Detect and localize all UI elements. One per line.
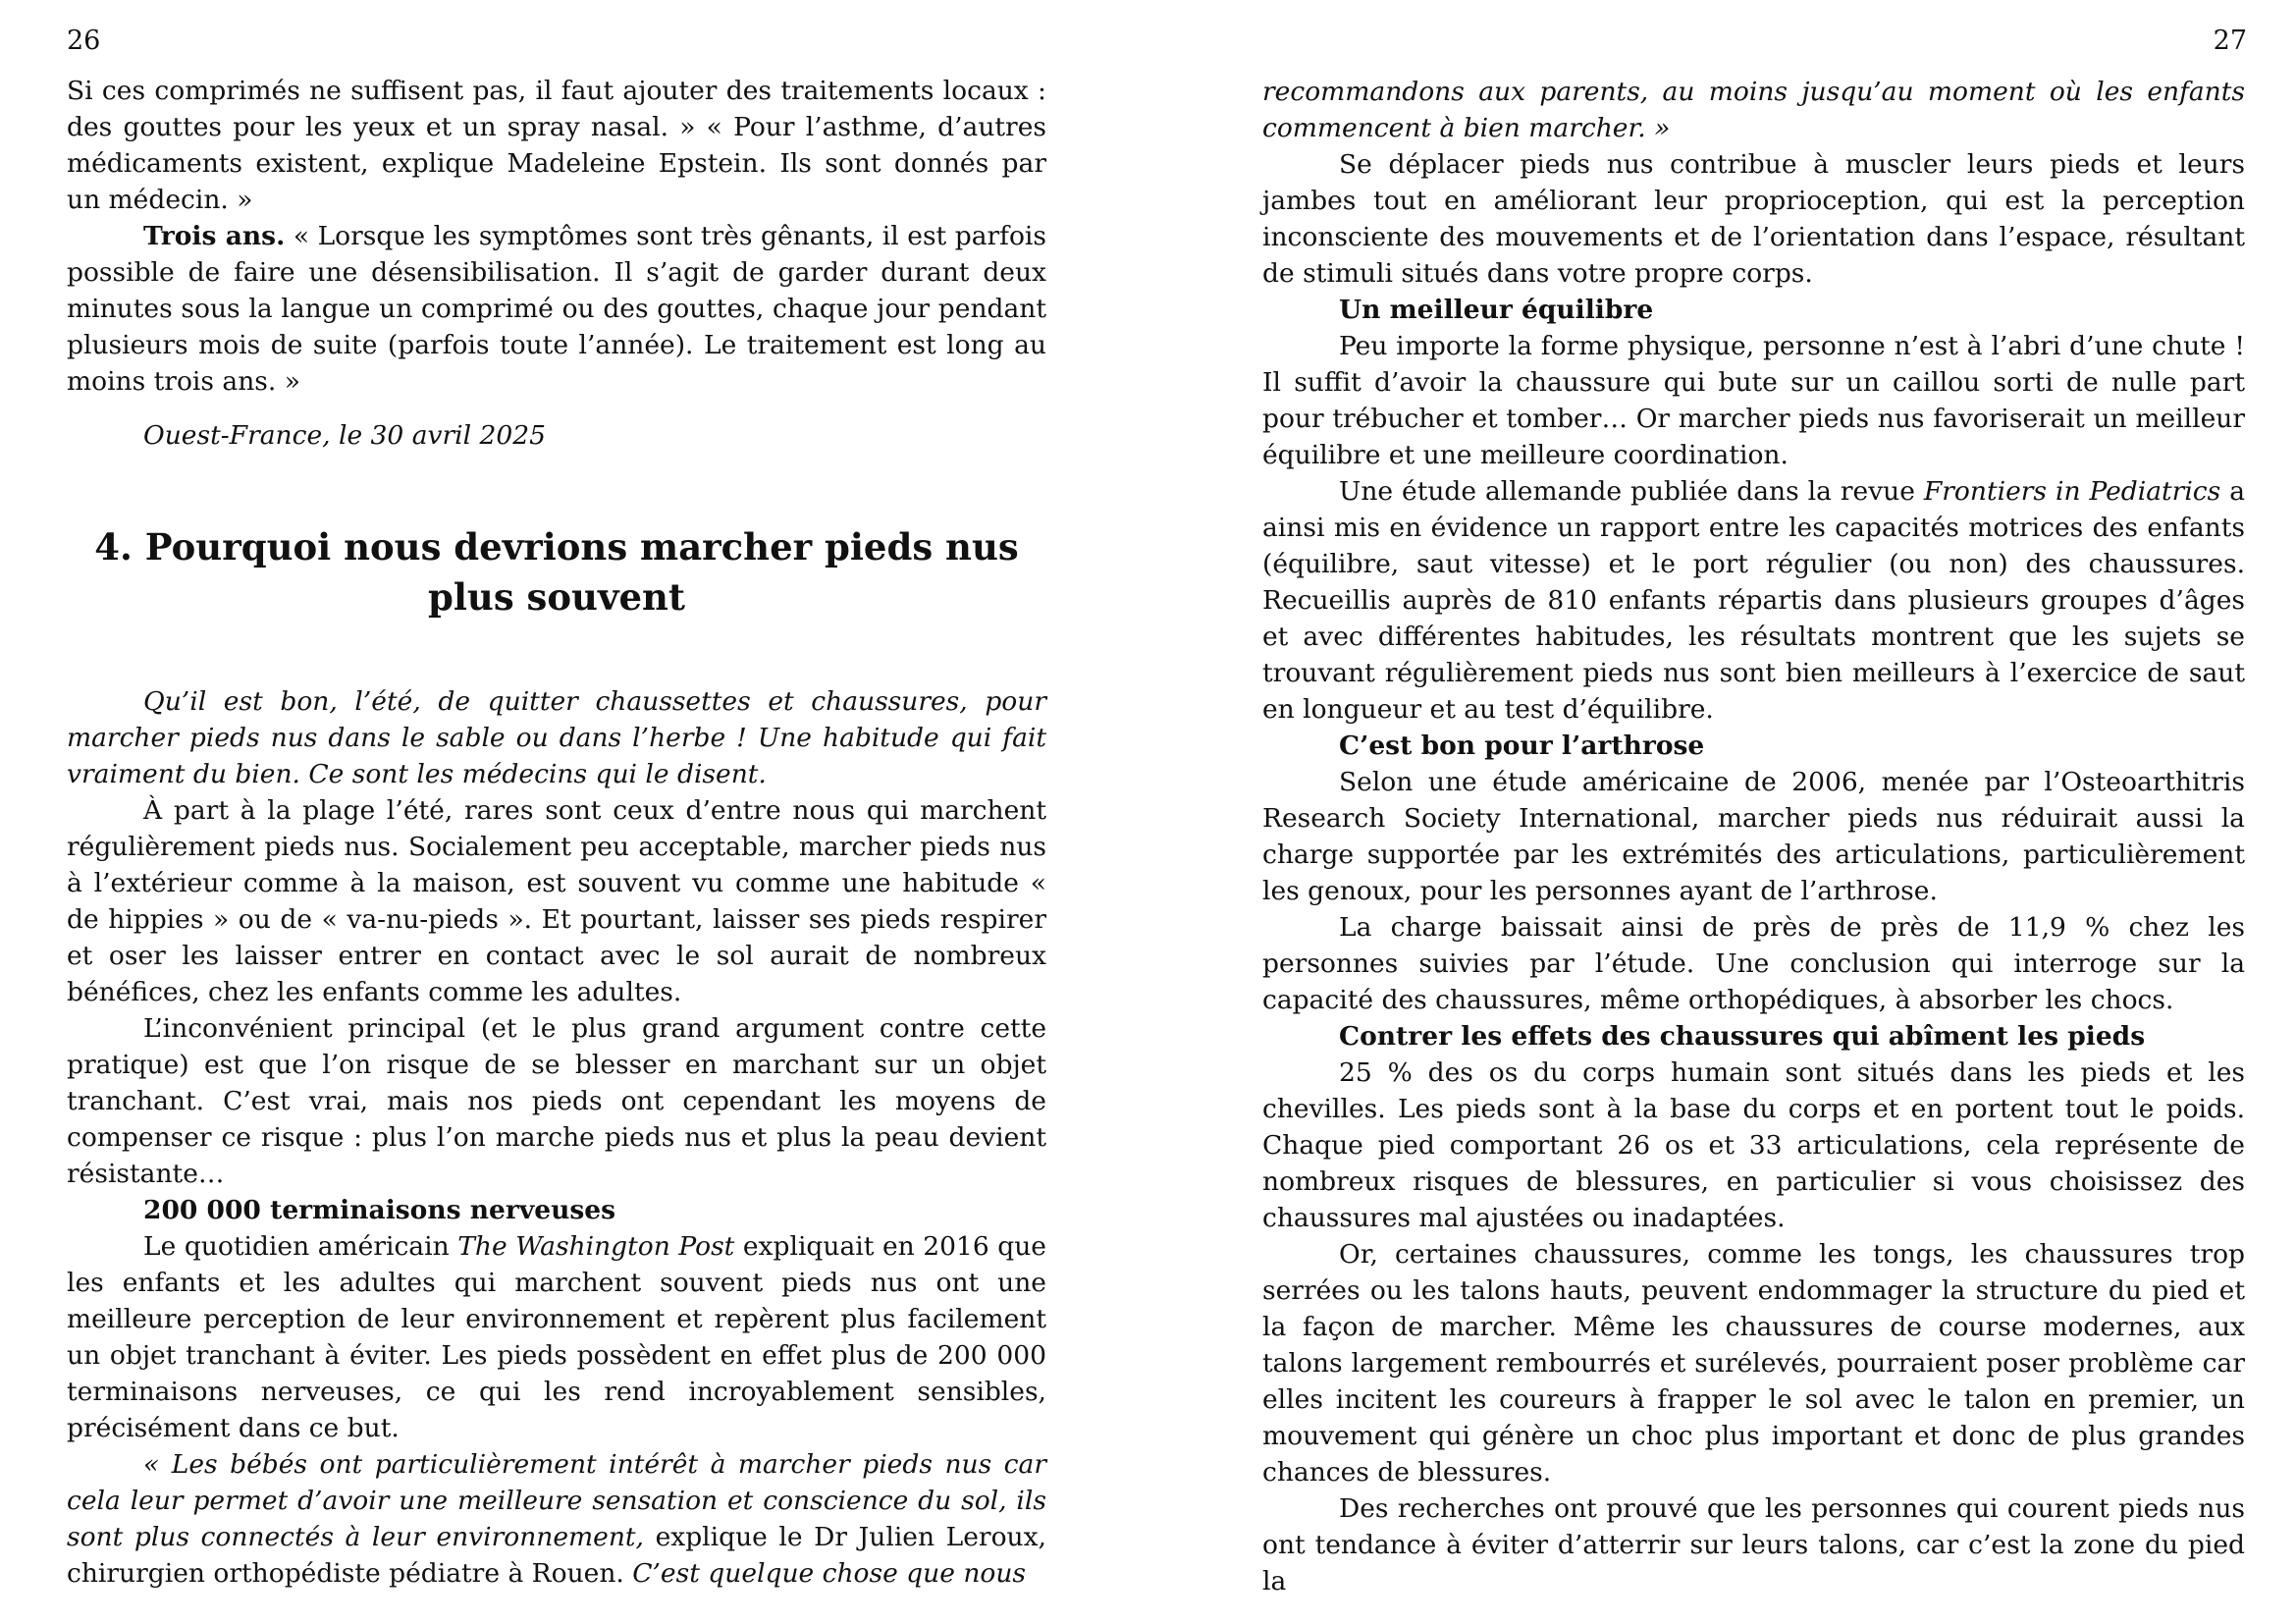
quote-text: C’est quelque chose que nous [632, 1558, 1027, 1589]
source-citation: Ouest-France, le 30 avril 2025 [143, 420, 546, 451]
paragraph: Si ces comprimés ne suffisent pas, il faut ajouter des traitements locaux : des gouttes pour les yeux et un spray nasal. » « Pour l’asthme, d’autres médicaments existent, explique Madeleine Epstein. Ils sont donnés par un médecin. » [67, 76, 1046, 215]
paragraph [67, 1228, 1046, 1446]
paragraph: Selon une étude américaine de 2006, menée par l’Osteoarthitris Research Society International, marcher pieds nus réduirait aussi la charge supportée par les extrémités des articulations, particulièrement les genoux, pour les personnes ayant de l’arthrose. [1262, 767, 2245, 906]
right-column [1262, 74, 2245, 1599]
chapter-intro: Qu’il est bon, l’été, de quitter chaussettes et chaussures, pour marcher pieds nus dans le sable ou dans l’herbe ! Une habitude qui fait vraiment du bien. Ce sont les médecins qui le disent. [67, 686, 1046, 789]
left-column [67, 73, 1046, 1592]
paragraph: 25 % des os du corps humain sont situés dans les pieds et les chevilles. Les pieds sont à la base du corps et en portent tout le poids. Chaque pied comportant 26 os et 33 articulations, cela représente de nombreux risques de blessures, en particulier si vous choisissez des chaussures mal ajustées ou inadaptées. [1262, 1057, 2245, 1233]
paragraph-text: explique le Dr Julien Leroux, chirurgien orthopédiste pédiatre à Rouen. [67, 1522, 1046, 1589]
publication-name: Frontiers in Pediatrics [1923, 476, 2221, 507]
paragraph-text: « Lorsque les symptômes sont très gênants, il est parfois possible de faire une désensibilisation. Il s’agit de garder durant deux minutes sous la langue un comprimé ou des gouttes, chaque jour pendant plusieurs mois de suite (parfois toute l’année). Le traitement est long au moins trois ans. » [67, 221, 1046, 397]
subheading: C’est bon pour l’arthrose [1339, 731, 1705, 761]
paragraph [67, 1446, 1046, 1592]
publication-name: The Washington Post [457, 1231, 735, 1262]
paragraph: Peu importe la forme physique, personne n’est à l’abri d’une chute ! Il suffit d’avoir la chaussure qui bute sur un caillou sorti de nulle part pour trébucher et tomber… Or marcher pieds nus favoriserait un meilleur équilibre et une meilleure coordination. [1262, 331, 2245, 470]
paragraph-text: Le quotidien américain [143, 1231, 458, 1262]
paragraph-text: Une étude allemande publiée dans la revue [1339, 476, 1924, 507]
paragraph [1262, 473, 2245, 728]
quote-text: « Les bébés ont particulièrement intérêt à marcher pieds nus car cela leur permet d’avoir une meilleure sensation et conscience du sol, ils sont plus connectés à leur environnement, [67, 1449, 1046, 1552]
page-number: 27 [2213, 26, 2247, 56]
paragraph: Or, certaines chaussures, comme les tongs, les chaussures trop serrées ou les talons hauts, peuvent endommager la structure du pied et la façon de marcher. Même les chaussures de course modernes, aux talons largement rembourrés et surélevés, pourraient poser problème car elles incitent les coureurs à frapper le sol avec le talon en premier, un mouvement qui génère un choc plus important et donc de plus grandes chances de blessures. [1262, 1239, 2245, 1488]
right-page [1148, 0, 2296, 1624]
subheading: 200 000 terminaisons nerveuses [143, 1195, 616, 1225]
paragraph: La charge baissait ainsi de près de près de 11,9 % chez les personnes suivies par l’étude. Une conclusion qui interroge sur la capacité des chaussures, même orthopédiques, à absorber les chocs. [1262, 912, 2245, 1015]
paragraph: Se déplacer pieds nus contribue à muscler leurs pieds et leurs jambes tout en améliorant leur proprioception, qui est la perception inconsciente des mouvements et de l’orientation dans l’espace, résultant de stimuli situés dans votre propre corps. [1262, 149, 2245, 289]
paragraph-text: a ainsi mis en évidence un rapport entre les capacités motrices des enfants (équilibre, saut vitesse) et le port régulier (ou non) des chaussures. Recueillis auprès de 810 enfants répartis dans plusieurs groupes d’âges et avec différentes habitudes, les résultats montrent que les sujets se trouvant régulièrement pieds nus sont bien meilleurs à l’exercice de saut en longueur et au test d’équilibre. [1262, 476, 2245, 725]
paragraph: L’inconvénient principal (et le plus grand argument contre cette pratique) est que l’on risque de se blesser en marchant sur un objet tranchant. C’est vrai, mais nos pieds ont cependant les moyens de compenser ce risque : plus l’on marche pieds nus et plus la peau devient résistante… [67, 1013, 1046, 1189]
quote-continuation: recommandons aux parents, au moins jusqu’au moment où les enfants commencent à bien marcher. » [1262, 77, 2245, 143]
paragraph [67, 218, 1046, 400]
paragraph-lead: Trois ans. [143, 221, 286, 251]
chapter-title: 4. Pourquoi nous devrions marcher pieds nus plus souvent [94, 525, 1019, 619]
paragraph: Des recherches ont prouvé que les personnes qui courent pieds nus ont tendance à éviter d’atterrir sur leurs talons, car c’est la zone du pied la [1262, 1493, 2245, 1597]
page-number: 26 [67, 26, 101, 56]
paragraph: À part à la plage l’été, rares sont ceux d’entre nous qui marchent régulièrement pieds nus. Socialement peu acceptable, marcher pieds nus à l’extérieur comme à la maison, est souvent vu comme une habitude « de hippies » ou de « va-nu-pieds ». Et pourtant, laisser ses pieds respirer et oser les laisser entrer en contact avec le sol aurait de nombreux bénéfices, chez les enfants comme les adultes. [67, 795, 1046, 1007]
paragraph-text: expliquait en 2016 que les enfants et les adultes qui marchent souvent pieds nus ont une meilleure perception de leur environnement et repèrent plus facilement un objet tranchant à éviter. Les pieds possèdent en effet plus de 200 000 terminaisons nerveuses, ce qui les rend incroyablement sensibles, précisément dans ce but. [67, 1231, 1046, 1443]
subheading: Un meilleur équilibre [1339, 295, 1654, 325]
subheading: Contrer les effets des chaussures qui abîment les pieds [1339, 1021, 2146, 1052]
